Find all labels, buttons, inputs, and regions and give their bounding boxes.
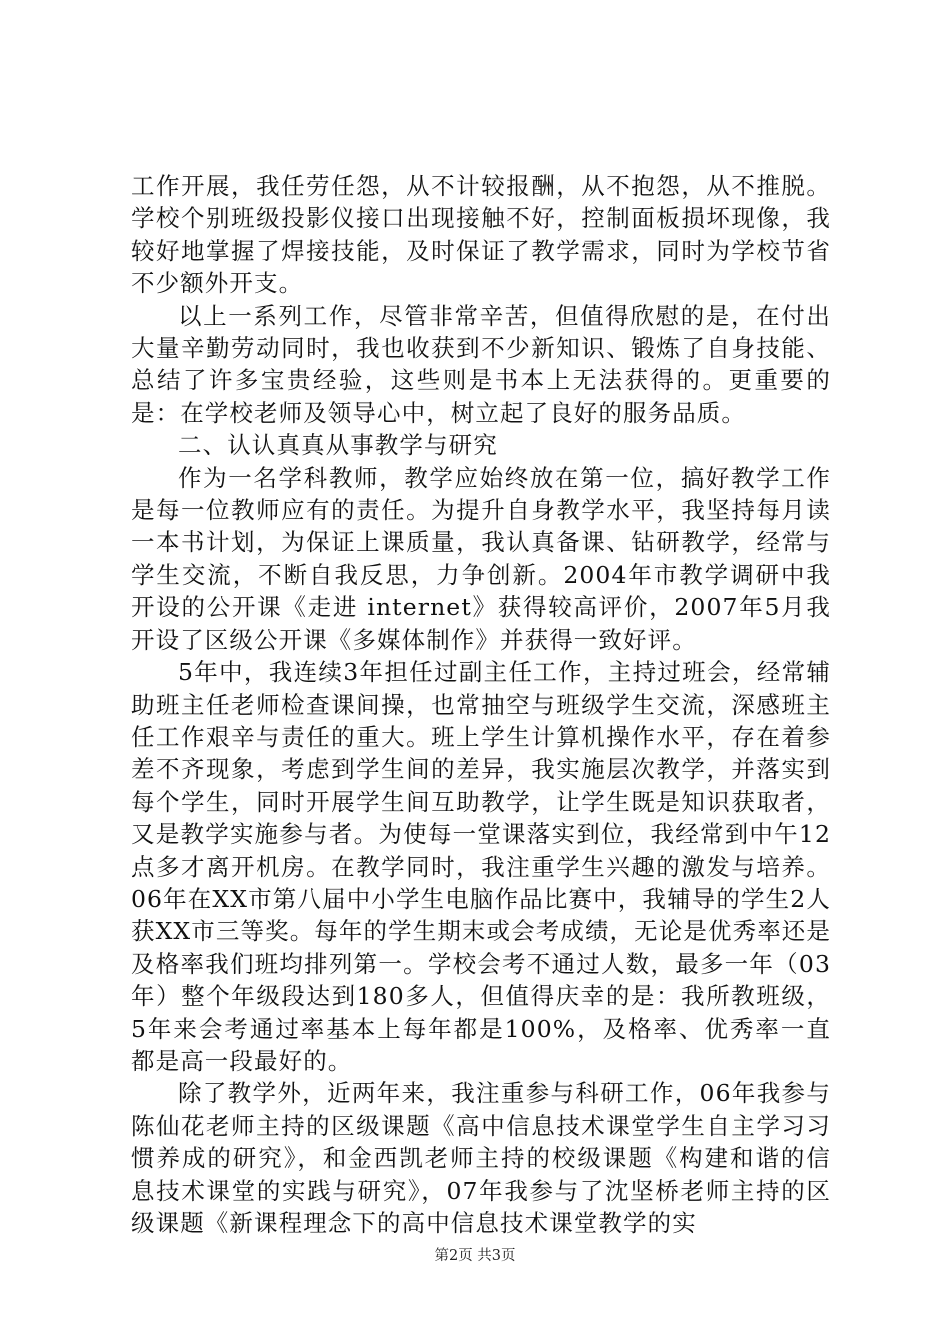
document-body (131, 170, 831, 1239)
paragraph-class-management: 5年中，我连续3年担任过副主任工作，主持过班会，经常辅助班主任老师检查课间操，也常抽空与班级学生交流，深感班主任工作艰辛与责任的重大。班上学生计算机操作水平，存在着参差不齐现象，考虑到学生间的差异，我实施层次教学，并落实到每个学生，同时开展学生间互助教学，让学生既是知识获取者，又是教学实施参与者。为使每一堂课落实到位，我经常到中午12点多才离开机房。在教学同时，我注重学生兴趣的激发与培养。06年在XX市第八届中小学生电脑作品比赛中，我辅导的学生2人获XX市三等奖。每年的学生期末或会考成绩，无论是优秀率还是及格率我们班均排列第一。学校会考不通过人数，最多一年（03年）整个年级段达到180多人，但值得庆幸的是：我所教班级，5年来会考通过率基本上每年都是100%，及格率、优秀率一直都是高一段最好的。 (131, 658, 831, 1075)
paragraph-work-summary: 以上一系列工作，尽管非常辛苦，但值得欣慰的是，在付出大量辛勤劳动同时，我也收获到不少新知识、锻炼了自身技能、总结了许多宝贵经验，这些则是书本上无法获得的。更重要的是：在学校老师及领导心中，树立起了良好的服务品质。 (131, 301, 831, 427)
paragraph-continuation: 工作开展，我任劳任怨，从不计较报酬，从不抱怨，从不推脱。学校个别班级投影仪接口出现接触不好，控制面板损坏现像，我较好地掌握了焊接技能，及时保证了教学需求，同时为学校节省不少额外开支。 (131, 172, 831, 298)
paragraph-research: 除了教学外，近两年来，我注重参与科研工作，06年我参与陈仙花老师主持的区级课题《高中信息技术课堂学生自主学习习惯养成的研究》，和金西凯老师主持的校级课题《构建和谐的信息技术课堂的实践与研究》，07年我参与了沈坚桥老师主持的区级课题《新课程理念下的高中信息技术课堂教学的实 (131, 1079, 831, 1237)
section-heading: 二、认认真真从事教学与研究 (178, 431, 498, 460)
page-footer: 第2页 共3页 (434, 1248, 516, 1264)
paragraph-teaching: 作为一名学科教师，教学应始终放在第一位，搞好教学工作是每一位教师应有的责任。为提升自身教学水平，我坚持每月读一本书计划，为保证上课质量，我认真备课、钻研教学，经常与学生交流，不断自我反思，力争创新。2004年市教学调研中我开设的公开课《走进 internet》获得较高评价，2007年5月我开设了区级公开课《多媒体制作》并获得一致好评。 (131, 463, 831, 654)
